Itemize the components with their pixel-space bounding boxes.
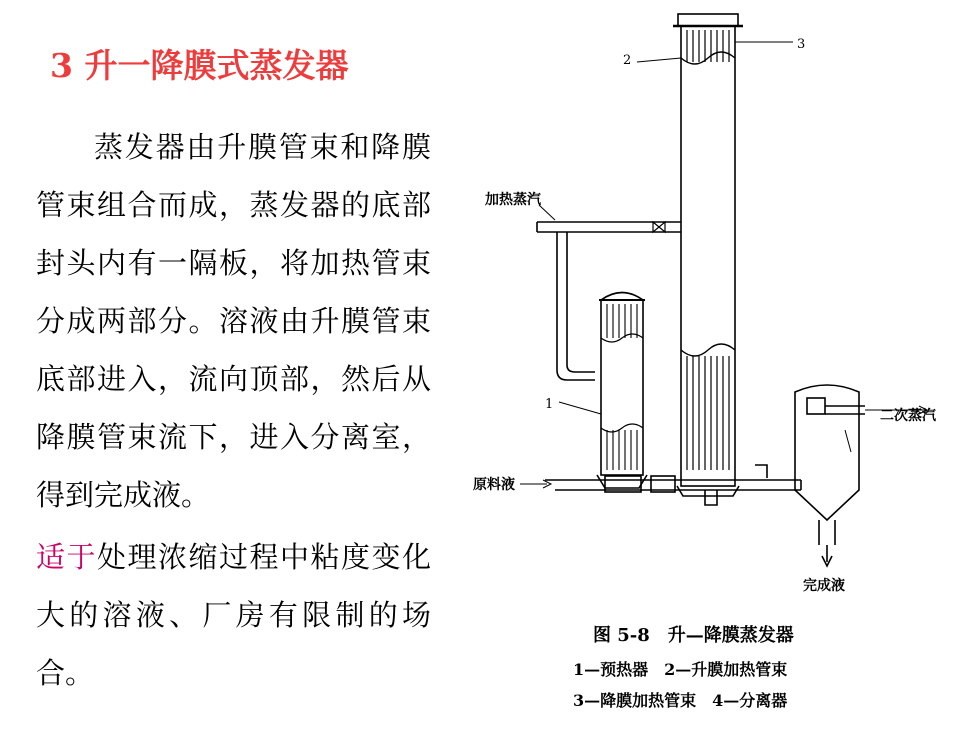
label-heating-steam: 加热蒸汽 — [485, 192, 541, 208]
feed-pipe — [545, 465, 801, 505]
main-column — [673, 14, 743, 496]
description-paragraph: 蒸发器由升膜管束和降膜管束组合而成，蒸发器的底部封头内有一隔板，将加热管束分成两部分。溶液由升膜管束底部进入，流向顶部，然后从降膜管束流下，进入分离室，得到完成液。 — [36, 130, 431, 512]
label-secondary-steam: 二次蒸汽 — [880, 408, 936, 424]
application-text: 处理浓缩过程中粘度变化大的溶液、厂房有限制的场合。 — [36, 540, 431, 690]
evaporator-diagram — [455, 0, 980, 735]
label-3: 3 — [797, 37, 806, 52]
label-product: 完成液 — [803, 578, 845, 594]
page-title: 3 升一降膜式蒸发器 — [50, 46, 349, 85]
preheater-column — [597, 293, 647, 489]
body-text — [36, 118, 431, 702]
figure-legend-line2: 3—降膜加热管束 4—分离器 — [573, 691, 788, 710]
figure-caption: 图 5-8 升—降膜蒸发器 — [593, 625, 794, 646]
separator — [795, 385, 865, 566]
application-paragraph — [36, 528, 431, 702]
label-2: 2 — [623, 53, 632, 68]
accent-keyword: 适于 — [36, 540, 97, 574]
label-1: 1 — [545, 397, 554, 412]
label-feed: 原料液 — [473, 477, 515, 493]
figure-legend-line1: 1—预热器 2—升膜加热管束 — [573, 660, 788, 679]
